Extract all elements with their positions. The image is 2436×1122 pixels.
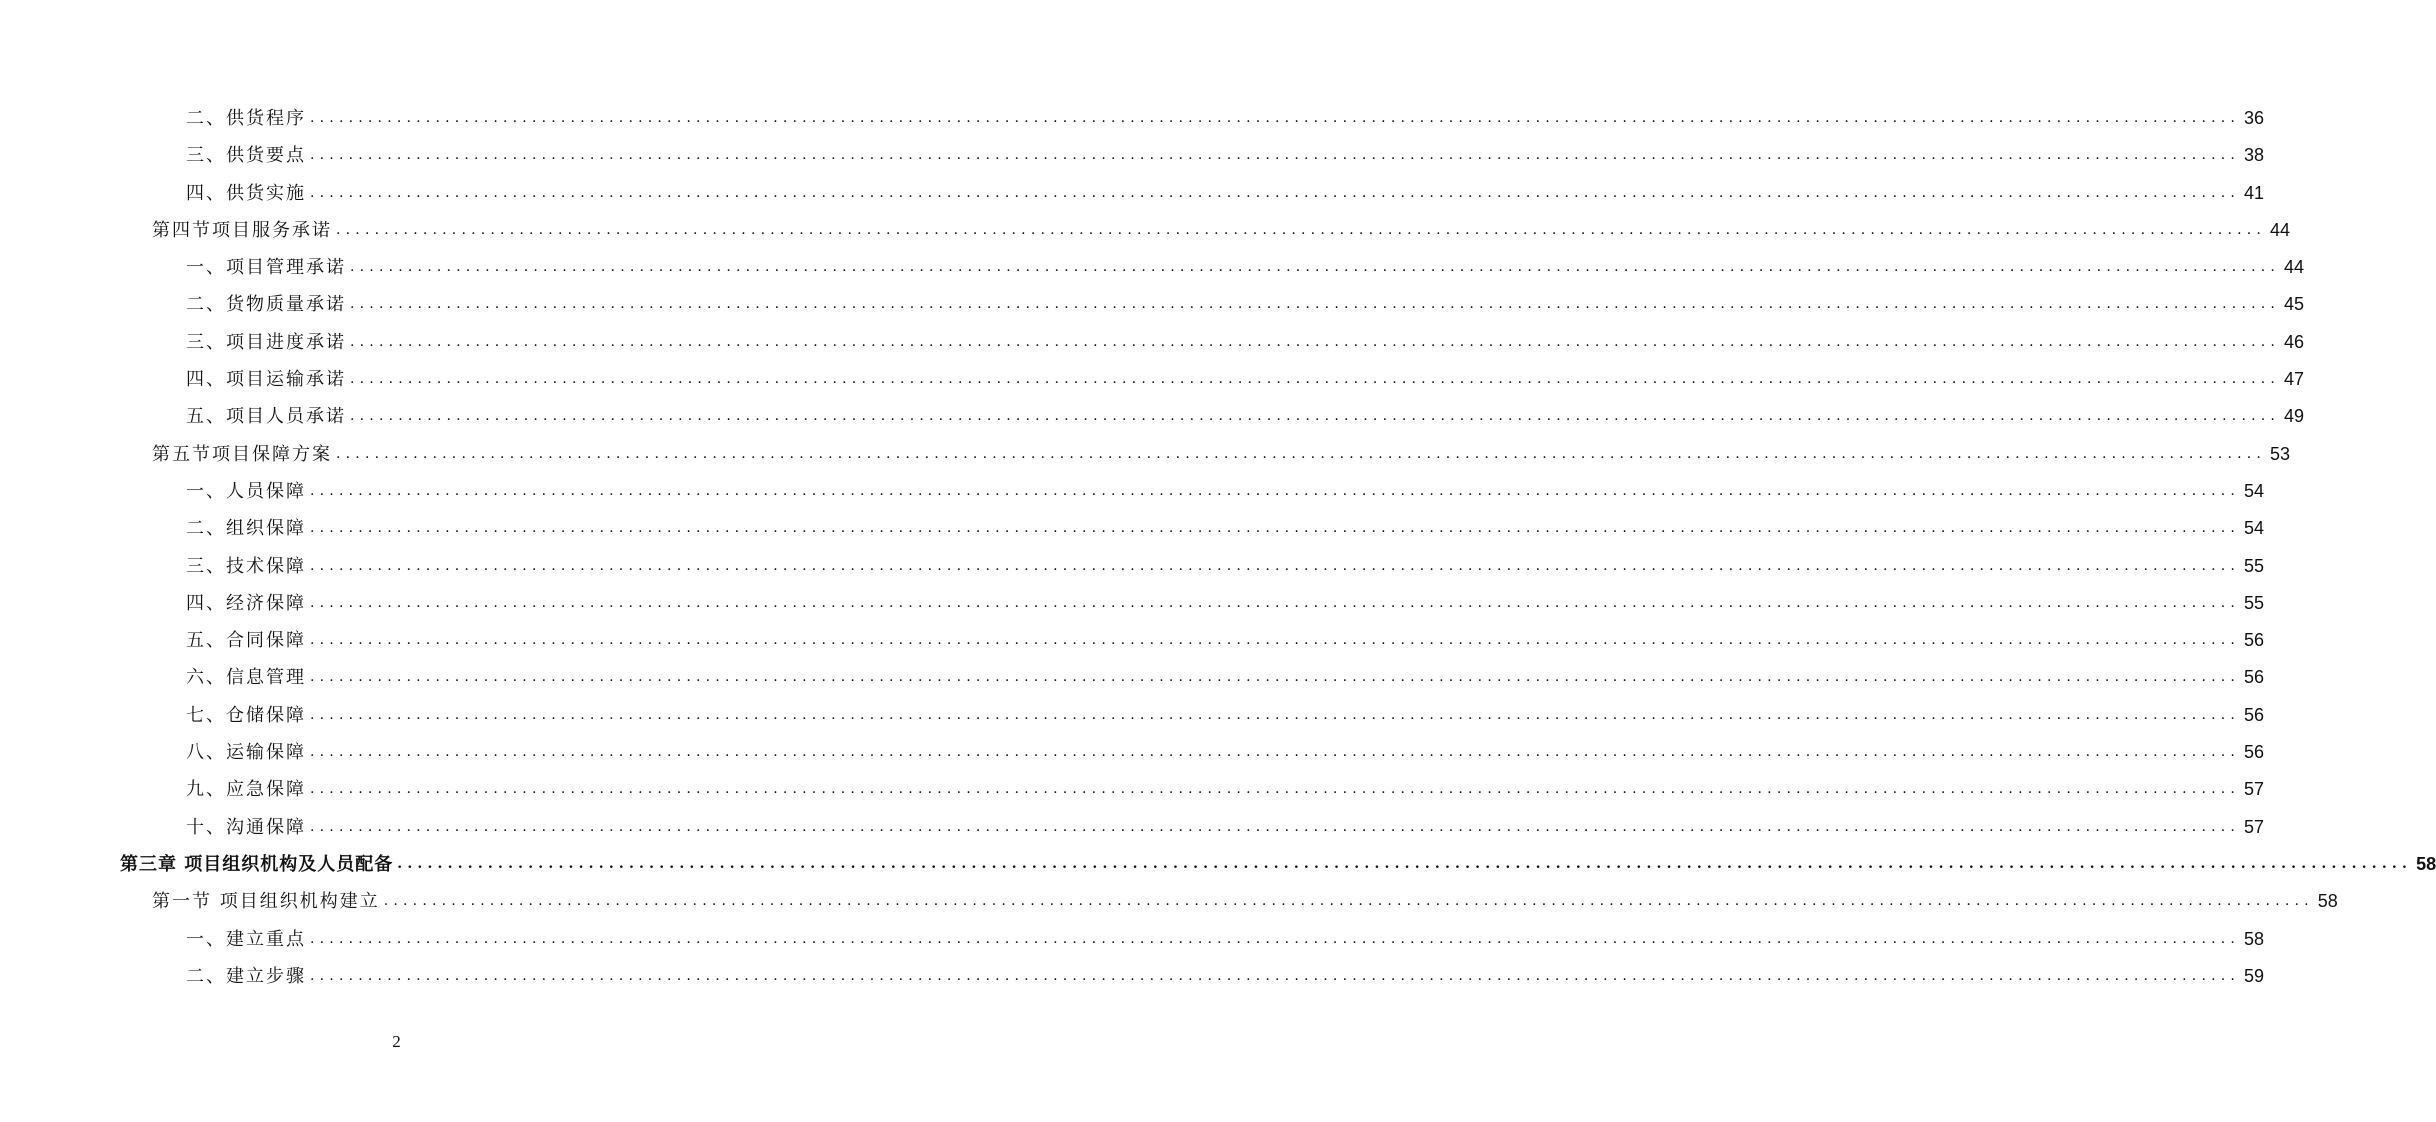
toc-entry-page: 54 xyxy=(2244,480,2265,501)
toc-subsection-entry[interactable] xyxy=(186,137,2265,174)
toc-entry-label: 二、供货程序 xyxy=(186,108,306,129)
toc-entry-page: 55 xyxy=(2244,555,2265,576)
toc-entry-label: 四、供货实施 xyxy=(186,182,306,204)
toc-dot-leader: ........................................................................................................................................................................................................ xyxy=(310,706,2241,723)
toc-entry-page: 56 xyxy=(2244,667,2265,688)
toc-entry-page: 59 xyxy=(2244,965,2265,986)
toc-dot-leader: ........................................................................................................................................................................................................ xyxy=(310,184,2241,201)
toc-entry-label: 八、运输保障 xyxy=(186,742,306,764)
toc-entry-label: 一、项目管理承诺 xyxy=(186,257,346,279)
toc-dot-leader: ........................................................................................................................................................................................................ xyxy=(310,930,2241,947)
toc-subsection-entry[interactable] xyxy=(186,473,2265,510)
toc-subsection-entry[interactable] xyxy=(186,510,2265,547)
toc-entry-page: 58 xyxy=(2416,853,2436,874)
toc-entry-label: 四、经济保障 xyxy=(186,592,306,614)
toc-subsection-entry[interactable] xyxy=(186,249,2305,286)
page-number: 2 xyxy=(392,1032,401,1051)
toc-dot-leader: ........................................................................................................................................................................................................ xyxy=(350,333,2281,350)
toc-subsection-entry[interactable] xyxy=(186,958,2265,995)
toc-entry-page: 58 xyxy=(2317,891,2338,912)
toc-entry-page: 55 xyxy=(2244,592,2265,613)
toc-subsection-entry[interactable] xyxy=(186,100,2265,137)
toc-section-entry[interactable] xyxy=(152,436,2291,473)
toc-dot-leader: ........................................................................................................................................................................................................ xyxy=(310,594,2241,611)
toc-entry-page: 44 xyxy=(2284,257,2305,278)
toc-entry-label: 二、组织保障 xyxy=(186,518,306,540)
toc-subsection-entry[interactable] xyxy=(186,697,2265,734)
toc-entry-label: 七、仓储保障 xyxy=(186,704,306,726)
toc-subsection-entry[interactable] xyxy=(186,921,2265,958)
toc-entry-page: 56 xyxy=(2244,742,2265,763)
toc-subsection-entry[interactable] xyxy=(186,771,2265,808)
toc-subsection-entry[interactable] xyxy=(186,585,2265,622)
toc-dot-leader: ........................................................................................................................................................................................................ xyxy=(310,818,2241,835)
toc-dot-leader: ........................................................................................................................................................................................................ xyxy=(336,221,2267,238)
toc-entry-label: 九、应急保障 xyxy=(186,779,306,801)
toc-dot-leader: ........................................................................................................................................................................................................ xyxy=(310,632,2241,649)
toc-dot-leader: ........................................................................................................................................................................................................ xyxy=(310,744,2241,761)
toc-dot-leader: ........................................................................................................................................................................................................ xyxy=(310,967,2241,984)
toc-subsection-entry[interactable] xyxy=(186,175,2265,212)
toc-dot-leader: ........................................................................................................................................................................................................ xyxy=(310,110,2241,126)
toc-entry-page: 36 xyxy=(2244,108,2265,128)
toc-entry-label: 三、项目进度承诺 xyxy=(186,331,346,353)
toc-entry-label: 二、货物质量承诺 xyxy=(186,294,346,316)
toc-entry-page: 44 xyxy=(2270,219,2291,240)
toc-entry-label: 二、建立步骤 xyxy=(186,965,306,987)
toc-subsection-entry[interactable] xyxy=(186,659,2265,696)
toc-entry-page: 57 xyxy=(2244,816,2265,837)
toc-subsection-entry[interactable] xyxy=(186,324,2305,361)
toc-dot-leader: ........................................................................................................................................................................................................ xyxy=(397,855,2413,872)
toc-entry-label: 五、合同保障 xyxy=(186,630,306,652)
toc-entry-page: 56 xyxy=(2244,630,2265,651)
table-of-contents xyxy=(0,100,2436,995)
toc-dot-leader: ........................................................................................................................................................................................................ xyxy=(310,781,2241,798)
toc-dot-leader: ........................................................................................................................................................................................................ xyxy=(310,520,2241,537)
toc-entry-label: 三、技术保障 xyxy=(186,555,306,577)
toc-subsection-entry[interactable] xyxy=(186,622,2265,659)
toc-dot-leader: ........................................................................................................................................................................................................ xyxy=(310,482,2241,499)
toc-entry-label: 三、供货要点 xyxy=(186,145,306,167)
toc-entry-page: 56 xyxy=(2244,704,2265,725)
toc-dot-leader: ........................................................................................................................................................................................................ xyxy=(310,669,2241,686)
toc-section-entry[interactable] xyxy=(152,883,2338,920)
toc-entry-page: 47 xyxy=(2284,369,2305,390)
toc-dot-leader: ........................................................................................................................................................................................................ xyxy=(350,259,2281,276)
toc-entry-label: 第五节项目保障方案 xyxy=(152,443,332,465)
toc-entry-page: 38 xyxy=(2244,145,2265,166)
toc-entry-page: 45 xyxy=(2284,294,2305,315)
toc-dot-leader: ........................................................................................................................................................................................................ xyxy=(383,893,2314,910)
toc-subsection-entry[interactable] xyxy=(186,734,2265,771)
toc-subsection-entry[interactable] xyxy=(186,286,2305,323)
toc-dot-leader: ........................................................................................................................................................................................................ xyxy=(350,371,2281,388)
toc-entry-label: 第四节项目服务承诺 xyxy=(152,219,332,241)
toc-entry-label: 一、人员保障 xyxy=(186,480,306,502)
toc-entry-label: 五、项目人员承诺 xyxy=(186,406,346,428)
toc-dot-leader: ........................................................................................................................................................................................................ xyxy=(310,147,2241,164)
toc-subsection-entry[interactable] xyxy=(186,548,2265,585)
toc-subsection-entry[interactable] xyxy=(186,398,2305,435)
toc-dot-leader: ........................................................................................................................................................................................................ xyxy=(336,445,2267,462)
toc-entry-label: 四、项目运输承诺 xyxy=(186,369,346,391)
toc-entry-page: 49 xyxy=(2284,406,2305,427)
toc-subsection-entry[interactable] xyxy=(186,809,2265,846)
toc-entry-label: 一、建立重点 xyxy=(186,928,306,950)
toc-chapter-entry[interactable] xyxy=(120,846,2436,883)
toc-entry-label: 第三章 项目组织机构及人员配备 xyxy=(120,853,394,875)
toc-entry-label: 十、沟通保障 xyxy=(186,816,306,838)
toc-entry-label: 六、信息管理 xyxy=(186,667,306,689)
toc-entry-label: 第一节 项目组织机构建立 xyxy=(152,891,380,913)
toc-dot-leader: ........................................................................................................................................................................................................ xyxy=(350,408,2281,425)
toc-entry-page: 41 xyxy=(2244,182,2265,203)
toc-entry-page: 46 xyxy=(2284,331,2305,352)
toc-entry-page: 54 xyxy=(2244,518,2265,539)
toc-subsection-entry[interactable] xyxy=(186,361,2305,398)
toc-entry-page: 57 xyxy=(2244,779,2265,800)
toc-section-entry[interactable] xyxy=(152,212,2291,249)
toc-entry-page: 53 xyxy=(2270,443,2291,464)
toc-entry-page: 58 xyxy=(2244,928,2265,949)
toc-dot-leader: ........................................................................................................................................................................................................ xyxy=(350,296,2281,313)
toc-dot-leader: ........................................................................................................................................................................................................ xyxy=(310,557,2241,574)
